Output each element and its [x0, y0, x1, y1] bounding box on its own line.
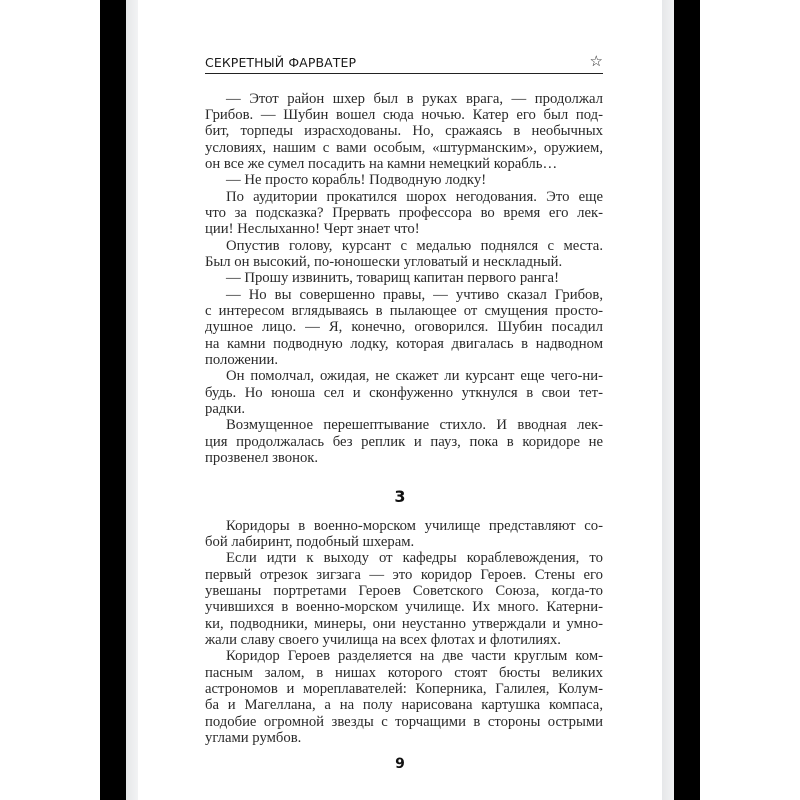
text-line: учившихся в военно-морском училище. Их много. Катерни- — [205, 599, 603, 616]
paragraph — [205, 518, 603, 551]
paragraph — [205, 238, 603, 271]
page-number: 9 — [395, 756, 405, 772]
right-black-border — [674, 0, 700, 800]
text-line: радки. — [205, 401, 246, 418]
text-line: — Не просто корабль! Подводную лодку! — [226, 172, 487, 189]
text-line: Опустив голову, курсант с медалью поднялся с места. — [226, 237, 603, 254]
book-title: СЕКРЕТНЫЙ ФАРВАТЕР — [205, 55, 357, 70]
text-line: бой лабиринт, подобный шхерам. — [205, 533, 415, 550]
left-page-edge — [126, 0, 138, 800]
text-line: прозвенел звонок. — [205, 450, 319, 467]
text-line: с интересом вглядываясь в пылающее от смущения просто- — [205, 302, 603, 319]
text-line: Коридоры в военно-морском училище представляют со- — [226, 517, 603, 534]
paragraph — [205, 189, 603, 238]
text-line: жали славу своего училища на всех флотах и флотилиях. — [205, 631, 561, 648]
text-line: Грибов. — Шубин вошел сюда ночью. Катер его был под- — [205, 106, 603, 123]
text-line: первый отрезок зигзага — это коридор Героев. Стены его — [205, 566, 603, 583]
text-line: — Но вы совершенно правы, — учтиво сказал Грибов, — [226, 286, 603, 303]
paragraph — [205, 270, 603, 286]
text-line: душное лицо. — Я, конечно, оговорился. Шубин посадил — [205, 319, 603, 336]
text-block-1 — [205, 91, 603, 467]
text-line: ция продолжалась без реплик и пауз, пока в коридоре не — [205, 433, 603, 450]
text-line: — Прошу извинить, товарищ капитан первого ранга! — [226, 270, 559, 287]
text-line: пасным залом, в нишах которого стоят бюсты великих — [205, 664, 603, 681]
text-line: Он помолчал, ожидая, не скажет ли курсант еще чего-ни- — [226, 368, 603, 385]
text-line: что за подсказка? Прервать профессора во время его лек- — [205, 204, 603, 221]
paragraph — [205, 91, 603, 173]
text-line: углами румбов. — [205, 729, 302, 746]
paragraph — [205, 550, 603, 648]
paragraph — [205, 417, 603, 466]
paragraph — [205, 648, 603, 746]
right-page-edge — [662, 0, 674, 800]
star-icon: ☆ — [589, 52, 603, 70]
left-black-border — [100, 0, 126, 800]
text-line: астрономов и мореплавателей: Коперника, Галилея, Колум- — [205, 680, 603, 697]
text-line: — Этот район шхер был в руках врага, — продолжал — [226, 90, 603, 107]
text-line: положении. — [205, 352, 279, 368]
text-line: Коридор Героев разделяется на две части круглым ком- — [226, 648, 603, 665]
text-line: подобие огромной звезды с торчащими в стороны острыми — [205, 713, 603, 730]
text-block-2 — [205, 518, 603, 747]
text-line: бит, торпеды израсходованы. Но, сражаясь в необычных — [205, 123, 603, 140]
text-line: ции! Неслыханно! Черт знает что! — [205, 221, 420, 238]
paragraph — [205, 287, 603, 369]
paragraph — [205, 172, 603, 188]
paragraph — [205, 368, 603, 417]
text-line: на камни подводную лодку, которая двигалась в надводном — [205, 335, 603, 352]
text-line: Если идти к выходу от кафедры кораблевождения, то — [226, 550, 603, 567]
text-line: ки, подводники, минеры, они неустанно утверждали и умно- — [205, 615, 603, 632]
text-line: ба и Магеллана, а на полу нарисована картушка компаса, — [205, 697, 603, 714]
chapter-number: 3 — [394, 487, 406, 506]
text-line: По аудитории прокатился шорох негодования. Это еще — [226, 188, 603, 205]
running-header — [205, 53, 603, 74]
text-line: Был он высокий, по-юношески угловатый и нескладный. — [205, 253, 563, 270]
text-line: увешаны портретами Героев Советского Союза, когда-то — [205, 582, 603, 599]
text-line: условиях, нашим с вами особым, «штурманским», оружием, — [205, 139, 603, 156]
text-line: Возмущенное перешептывание стихло. И вводная лек- — [226, 417, 603, 434]
text-line: будь. Но юноша сел и сконфуженно уткнулся в свои тет- — [205, 384, 603, 401]
text-line: он все же сумел посадить на камни немецкий корабль… — [205, 155, 558, 172]
